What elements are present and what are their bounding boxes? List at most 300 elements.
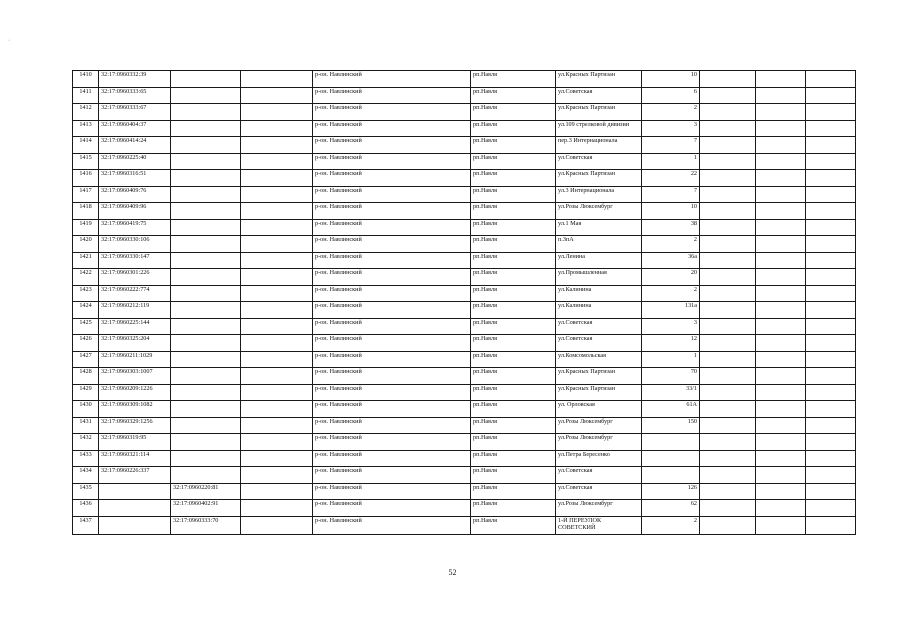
table-row (73, 384, 856, 401)
empty-cell (241, 434, 313, 451)
empty-cell (806, 302, 856, 319)
street-cell: ул.Розы Люксембург (556, 417, 642, 434)
row-number-cell: 1433 (73, 450, 99, 467)
cadastral-number-alt-cell (171, 153, 241, 170)
table-row (73, 104, 856, 121)
empty-cell (700, 384, 756, 401)
empty-cell (700, 500, 756, 517)
table-row (73, 285, 856, 302)
empty-cell (700, 87, 756, 104)
street-cell: ул.1 Мая (556, 219, 642, 236)
district-cell: р-он. Навлинский (313, 252, 471, 269)
cadastral-number-cell: 32:17:0960225:144 (99, 318, 171, 335)
empty-cell (806, 186, 856, 203)
district-cell: р-он. Навлинский (313, 450, 471, 467)
street-cell: ул.Розы Люксембург (556, 203, 642, 220)
district-cell: р-он. Навлинский (313, 285, 471, 302)
empty-cell (700, 401, 756, 418)
cadastral-number-cell: 32:17:0960316:51 (99, 170, 171, 187)
page-number: 52 (448, 568, 457, 577)
street-cell: ул.Красных Партизан (556, 71, 642, 88)
empty-cell (700, 450, 756, 467)
cadastral-number-alt-cell (171, 252, 241, 269)
empty-cell (756, 120, 806, 137)
table-row (73, 203, 856, 220)
empty-cell (756, 500, 806, 517)
street-cell: ул.Розы Люксембург (556, 500, 642, 517)
cadastral-number-cell: 32:17:0960414:24 (99, 137, 171, 154)
street-cell: ул.Красных Партизан (556, 170, 642, 187)
table-row (73, 500, 856, 517)
empty-cell (806, 71, 856, 88)
empty-cell (241, 71, 313, 88)
cadastral-number-cell: 32:17:0960333:65 (99, 87, 171, 104)
empty-cell (700, 285, 756, 302)
street-cell: ул.Советская (556, 335, 642, 352)
empty-cell (700, 351, 756, 368)
row-number-cell: 1436 (73, 500, 99, 517)
settlement-cell: рп.Навля (471, 203, 556, 220)
empty-cell (806, 203, 856, 220)
house-number-cell: 2 (642, 285, 700, 302)
settlement-cell: рп.Навля (471, 483, 556, 500)
empty-cell (806, 137, 856, 154)
district-cell: р-он. Навлинский (313, 203, 471, 220)
empty-cell (700, 368, 756, 385)
cadastral-number-alt-cell (171, 219, 241, 236)
house-number-cell: 3 (642, 120, 700, 137)
district-cell: р-он. Навлинский (313, 186, 471, 203)
empty-cell (756, 384, 806, 401)
settlement-cell: рп.Навля (471, 252, 556, 269)
empty-cell (756, 137, 806, 154)
empty-cell (241, 401, 313, 418)
empty-cell (806, 401, 856, 418)
empty-cell (756, 434, 806, 451)
empty-cell (756, 170, 806, 187)
table-row (73, 417, 856, 434)
district-cell: р-он. Навлинский (313, 417, 471, 434)
district-cell: р-он. Навлинский (313, 401, 471, 418)
settlement-cell: рп.Навля (471, 236, 556, 253)
district-cell: р-он. Навлинский (313, 467, 471, 484)
settlement-cell: рп.Навля (471, 368, 556, 385)
house-number-cell: 6 (642, 87, 700, 104)
table-row (73, 335, 856, 352)
row-number-cell: 1429 (73, 384, 99, 401)
district-cell: р-он. Навлинский (313, 351, 471, 368)
empty-cell (700, 269, 756, 286)
cadastral-number-cell: 32:17:0960330:147 (99, 252, 171, 269)
empty-cell (806, 236, 856, 253)
empty-cell (241, 104, 313, 121)
empty-cell (241, 483, 313, 500)
settlement-cell: рп.Навля (471, 351, 556, 368)
empty-cell (241, 335, 313, 352)
house-number-cell: 3 (642, 318, 700, 335)
row-number-cell: 1421 (73, 252, 99, 269)
empty-cell (756, 71, 806, 88)
street-cell: ул.Красных Партизан (556, 368, 642, 385)
empty-cell (700, 186, 756, 203)
empty-cell (241, 219, 313, 236)
cadastral-number-alt-cell (171, 71, 241, 88)
street-cell: ул.Советская (556, 153, 642, 170)
empty-cell (806, 104, 856, 121)
district-cell: р-он. Навлинский (313, 236, 471, 253)
district-cell: р-он. Навлинский (313, 335, 471, 352)
empty-cell (806, 170, 856, 187)
empty-cell (241, 302, 313, 319)
empty-cell (756, 318, 806, 335)
street-cell: ул.3 Интернационала (556, 186, 642, 203)
house-number-cell: 33/1 (642, 384, 700, 401)
empty-cell (241, 384, 313, 401)
cadastral-number-alt-cell (171, 137, 241, 154)
cadastral-number-cell: 32:17:0960209:1226 (99, 384, 171, 401)
empty-cell (241, 417, 313, 434)
street-cell: ул.Красных Партизан (556, 384, 642, 401)
cadastral-number-cell: 32:17:0960332:39 (99, 71, 171, 88)
house-number-cell: 10 (642, 203, 700, 220)
row-number-cell: 1416 (73, 170, 99, 187)
empty-cell (241, 236, 313, 253)
table-body (73, 71, 856, 535)
table-row (73, 483, 856, 500)
cadastral-number-cell: 32:17:0960404:37 (99, 120, 171, 137)
empty-cell (806, 351, 856, 368)
house-number-cell: 2 (642, 104, 700, 121)
house-number-cell: 70 (642, 368, 700, 385)
row-number-cell: 1430 (73, 401, 99, 418)
empty-cell (806, 120, 856, 137)
table-row (73, 269, 856, 286)
row-number-cell: 1424 (73, 302, 99, 319)
house-number-cell: 20 (642, 269, 700, 286)
table-row (73, 153, 856, 170)
empty-cell (806, 450, 856, 467)
row-number-cell: 1434 (73, 467, 99, 484)
empty-cell (700, 516, 756, 534)
cadastral-number-alt-cell (171, 186, 241, 203)
row-number-cell: 1425 (73, 318, 99, 335)
cadastral-number-alt-cell (171, 401, 241, 418)
district-cell: р-он. Навлинский (313, 120, 471, 137)
cadastral-number-alt-cell (171, 269, 241, 286)
settlement-cell: рп.Навля (471, 450, 556, 467)
settlement-cell: рп.Навля (471, 153, 556, 170)
row-number-cell: 1427 (73, 351, 99, 368)
table-row (73, 302, 856, 319)
district-cell: р-он. Навлинский (313, 170, 471, 187)
empty-cell (700, 104, 756, 121)
cadastral-number-cell: 32:17:0960330:106 (99, 236, 171, 253)
cadastral-number-cell: 32:17:0960329:1256 (99, 417, 171, 434)
cadastral-number-cell (99, 516, 171, 534)
district-cell: р-он. Навлинский (313, 137, 471, 154)
district-cell: р-он. Навлинский (313, 153, 471, 170)
street-cell: ул.Советская (556, 318, 642, 335)
settlement-cell: рп.Навля (471, 104, 556, 121)
empty-cell (241, 153, 313, 170)
settlement-cell: рп.Навля (471, 401, 556, 418)
house-number-cell: 12 (642, 335, 700, 352)
house-number-cell: 38 (642, 219, 700, 236)
house-number-cell: 150 (642, 417, 700, 434)
empty-cell (700, 417, 756, 434)
cadastral-number-cell: 32:17:0960333:67 (99, 104, 171, 121)
table-row (73, 401, 856, 418)
settlement-cell: рп.Навля (471, 120, 556, 137)
cadastral-number-alt-cell (171, 302, 241, 319)
empty-cell (700, 137, 756, 154)
empty-cell (806, 219, 856, 236)
table-row (73, 368, 856, 385)
cadastral-number-alt-cell (171, 384, 241, 401)
empty-cell (756, 269, 806, 286)
cadastral-number-alt-cell: 32:17:0960333:70 (171, 516, 241, 534)
house-number-cell: 7 (642, 137, 700, 154)
empty-cell (806, 335, 856, 352)
street-cell: ул.Советская (556, 483, 642, 500)
empty-cell (756, 285, 806, 302)
cadastral-number-cell: 32:17:0960309:1082 (99, 401, 171, 418)
cadastral-number-cell: 32:17:0960303:1007 (99, 368, 171, 385)
empty-cell (756, 87, 806, 104)
settlement-cell: рп.Навля (471, 467, 556, 484)
row-number-cell: 1437 (73, 516, 99, 534)
empty-cell (756, 302, 806, 319)
empty-cell (700, 170, 756, 187)
table-row (73, 450, 856, 467)
empty-cell (241, 137, 313, 154)
cadastral-number-alt-cell (171, 351, 241, 368)
house-number-cell: 126 (642, 483, 700, 500)
cadastral-number-cell: 32:17:0960301:226 (99, 269, 171, 286)
street-cell: ул.Петра Бересенко (556, 450, 642, 467)
cadastral-number-cell: 32:17:0960222:774 (99, 285, 171, 302)
house-number-cell: 1 (642, 351, 700, 368)
settlement-cell: рп.Навля (471, 318, 556, 335)
table-row (73, 434, 856, 451)
empty-cell (700, 318, 756, 335)
empty-cell (241, 120, 313, 137)
district-cell: р-он. Навлинский (313, 384, 471, 401)
empty-cell (756, 483, 806, 500)
empty-cell (756, 153, 806, 170)
table-row (73, 137, 856, 154)
street-cell: ул.Калинина (556, 302, 642, 319)
settlement-cell: рп.Навля (471, 335, 556, 352)
cadastral-number-cell: 32:17:0960325:204 (99, 335, 171, 352)
empty-cell (806, 368, 856, 385)
settlement-cell: рп.Навля (471, 285, 556, 302)
table-row (73, 219, 856, 236)
empty-cell (700, 236, 756, 253)
settlement-cell: рп.Навля (471, 384, 556, 401)
row-number-cell: 1411 (73, 87, 99, 104)
empty-cell (806, 500, 856, 517)
empty-cell (700, 483, 756, 500)
settlement-cell: рп.Навля (471, 71, 556, 88)
cadastral-number-alt-cell (171, 285, 241, 302)
cadastral-number-cell: 32:17:0960226:337 (99, 467, 171, 484)
settlement-cell: рп.Навля (471, 137, 556, 154)
house-number-cell: 131а (642, 302, 700, 319)
street-cell: п.ЗпА (556, 236, 642, 253)
house-number-cell: 36а (642, 252, 700, 269)
empty-cell (700, 467, 756, 484)
street-cell: ул.Советская (556, 467, 642, 484)
table-row (73, 71, 856, 88)
district-cell: р-он. Навлинский (313, 483, 471, 500)
table-row (73, 516, 856, 534)
district-cell: р-он. Навлинский (313, 500, 471, 517)
property-registry-table (72, 70, 856, 535)
row-number-cell: 1415 (73, 153, 99, 170)
settlement-cell: рп.Навля (471, 302, 556, 319)
empty-cell (756, 236, 806, 253)
house-number-cell: 10 (642, 71, 700, 88)
district-cell: р-он. Навлинский (313, 434, 471, 451)
empty-cell (756, 335, 806, 352)
empty-cell (756, 401, 806, 418)
empty-cell (806, 467, 856, 484)
row-number-cell: 1418 (73, 203, 99, 220)
street-cell: ул.Ленина (556, 252, 642, 269)
district-cell: р-он. Навлинский (313, 516, 471, 534)
row-number-cell: 1412 (73, 104, 99, 121)
empty-cell (806, 285, 856, 302)
cadastral-number-alt-cell (171, 467, 241, 484)
district-cell: р-он. Навлинский (313, 104, 471, 121)
empty-cell (241, 467, 313, 484)
empty-cell (756, 104, 806, 121)
empty-cell (241, 368, 313, 385)
empty-cell (700, 71, 756, 88)
empty-cell (241, 269, 313, 286)
row-number-cell: 1423 (73, 285, 99, 302)
settlement-cell: рп.Навля (471, 434, 556, 451)
empty-cell (241, 351, 313, 368)
house-number-cell (642, 467, 700, 484)
settlement-cell: рп.Навля (471, 417, 556, 434)
empty-cell (756, 252, 806, 269)
cadastral-number-alt-cell (171, 417, 241, 434)
cadastral-number-cell: 32:17:0960211:1029 (99, 351, 171, 368)
empty-cell (241, 170, 313, 187)
district-cell: р-он. Навлинский (313, 87, 471, 104)
street-cell: пер.3 Интернационала (556, 137, 642, 154)
table-row (73, 236, 856, 253)
cadastral-number-alt-cell (171, 87, 241, 104)
street-cell: ул.Розы Люксембург (556, 434, 642, 451)
empty-cell (241, 186, 313, 203)
cadastral-number-cell: 32:17:0960409:76 (99, 186, 171, 203)
empty-cell (700, 203, 756, 220)
empty-cell (806, 153, 856, 170)
table-row (73, 318, 856, 335)
empty-cell (241, 500, 313, 517)
cadastral-number-alt-cell (171, 450, 241, 467)
settlement-cell: рп.Навля (471, 170, 556, 187)
empty-cell (756, 186, 806, 203)
empty-cell (806, 269, 856, 286)
empty-cell (700, 302, 756, 319)
street-cell: ул.Советская (556, 87, 642, 104)
row-number-cell: 1410 (73, 71, 99, 88)
empty-cell (241, 450, 313, 467)
street-cell: ул. Орловская (556, 401, 642, 418)
table-row (73, 120, 856, 137)
row-number-cell: 1426 (73, 335, 99, 352)
row-number-cell: 1414 (73, 137, 99, 154)
cadastral-number-cell (99, 483, 171, 500)
street-cell: ул.Калинина (556, 285, 642, 302)
street-cell: ул.Комсомольская (556, 351, 642, 368)
district-cell: р-он. Навлинский (313, 318, 471, 335)
table-row (73, 87, 856, 104)
empty-cell (241, 318, 313, 335)
street-cell: ул.Промышленная (556, 269, 642, 286)
house-number-cell: 61А (642, 401, 700, 418)
row-number-cell: 1422 (73, 269, 99, 286)
table-row (73, 467, 856, 484)
district-cell: р-он. Навлинский (313, 302, 471, 319)
house-number-cell: 7 (642, 186, 700, 203)
cadastral-number-cell: 32:17:0960409:96 (99, 203, 171, 220)
empty-cell (806, 516, 856, 534)
house-number-cell: 62 (642, 500, 700, 517)
empty-cell (241, 285, 313, 302)
row-number-cell: 1435 (73, 483, 99, 500)
cadastral-number-alt-cell (171, 318, 241, 335)
cadastral-number-alt-cell (171, 335, 241, 352)
district-cell: р-он. Навлинский (313, 368, 471, 385)
row-number-cell: 1419 (73, 219, 99, 236)
cadastral-number-alt-cell: 32:17:0960402:91 (171, 500, 241, 517)
empty-cell (756, 516, 806, 534)
empty-cell (756, 351, 806, 368)
house-number-cell (642, 450, 700, 467)
settlement-cell: рп.Навля (471, 516, 556, 534)
cadastral-number-alt-cell (171, 104, 241, 121)
house-number-cell: 2 (642, 236, 700, 253)
cadastral-number-alt-cell (171, 203, 241, 220)
settlement-cell: рп.Навля (471, 186, 556, 203)
empty-cell (756, 467, 806, 484)
empty-cell (806, 318, 856, 335)
cadastral-number-alt-cell (171, 170, 241, 187)
empty-cell (700, 252, 756, 269)
row-number-cell: 1432 (73, 434, 99, 451)
empty-cell (806, 87, 856, 104)
cadastral-number-cell: 32:17:0960212:119 (99, 302, 171, 319)
street-cell: 1-Й ПЕРЕУЛОК СОВЕТСКИЙ (556, 516, 642, 534)
table-row (73, 170, 856, 187)
house-number-cell (642, 434, 700, 451)
empty-cell (700, 120, 756, 137)
cadastral-number-cell (99, 500, 171, 517)
empty-cell (700, 434, 756, 451)
table-row (73, 252, 856, 269)
empty-cell (756, 203, 806, 220)
empty-cell (241, 203, 313, 220)
street-cell: ул.Красных Партизан (556, 104, 642, 121)
settlement-cell: рп.Навля (471, 87, 556, 104)
cadastral-number-alt-cell: 32:17:0960220:81 (171, 483, 241, 500)
row-number-cell: 1417 (73, 186, 99, 203)
